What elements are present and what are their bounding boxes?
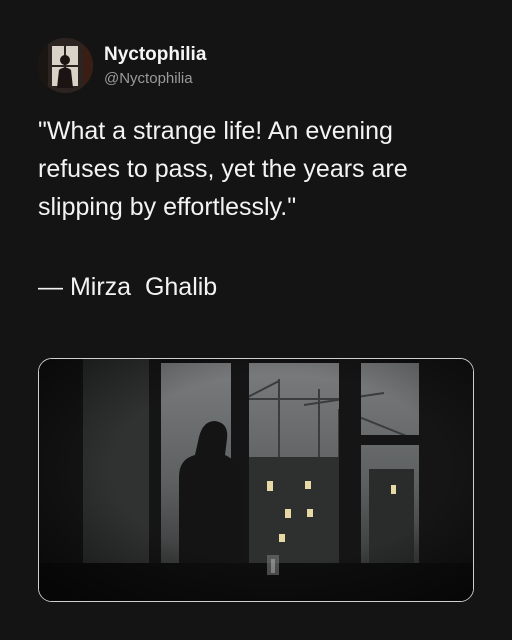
display-name[interactable]: Nyctophilia	[104, 43, 207, 65]
quote-author: — Mirza Ghalib	[38, 273, 218, 301]
post-header	[38, 38, 206, 93]
user-handle[interactable]: @Nyctophilia	[104, 69, 193, 87]
quote-text: "What a strange life! An evening refuses to pass, yet the years are slipping by effortlessly."	[38, 117, 408, 221]
post-image[interactable]	[38, 358, 474, 602]
avatar[interactable]	[38, 38, 93, 93]
night-window-painting-icon	[39, 359, 474, 602]
avatar-silhouette-icon	[38, 38, 93, 93]
